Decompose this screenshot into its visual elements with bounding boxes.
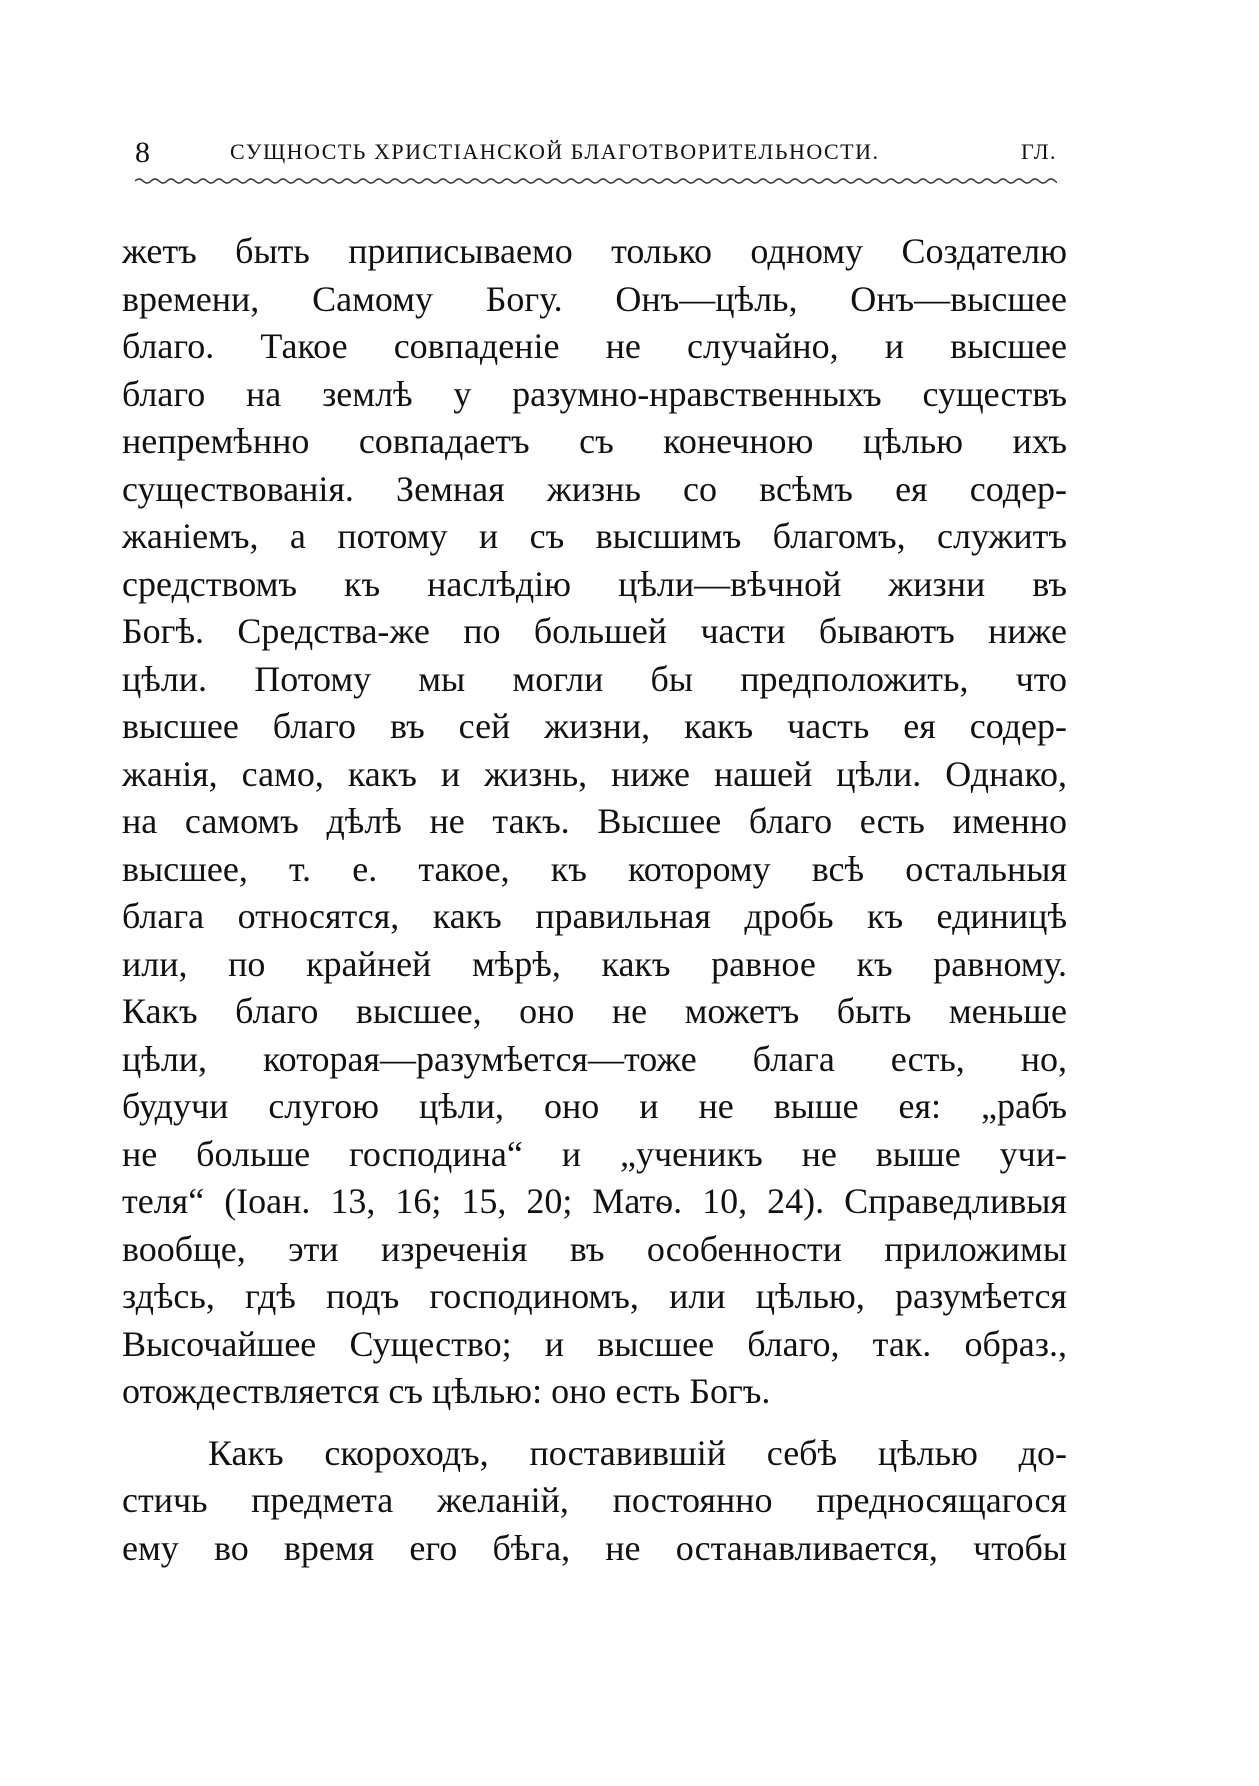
wavy-divider-rule	[135, 176, 1057, 186]
text-line: на самомъ дѣлѣ не такъ. Высшее благо есть именно	[122, 801, 1067, 841]
page-number: 8	[135, 136, 150, 169]
text-line: Богѣ. Средства-же по большей части бываютъ ниже	[122, 611, 1067, 651]
text-line: не больше господина“ и „ученикъ не выше учи-	[122, 1133, 1067, 1174]
text-line: жанія, само, какъ и жизнь, ниже нашей цѣли. Однако,	[122, 753, 1067, 794]
paragraph-2	[122, 1430, 1067, 1573]
text-line: Высочайшее Существо; и высшее благо, так. образ.,	[122, 1323, 1067, 1364]
text-line: цѣли. Потому мы могли бы предположить, что	[122, 658, 1067, 699]
paragraph-1	[122, 228, 1067, 1416]
text-line: ему во время его бѣга, не останавливается, чтобы	[122, 1527, 1067, 1568]
running-header	[135, 136, 1057, 176]
running-title: СУЩНОСТЬ ХРИСТІАНСКОЙ БЛАГОТВОРИТЕЛЬНОСТИ.	[230, 139, 880, 164]
text-line: времени, Самому Богу. Онъ—цѣль, Онъ—высшее	[122, 278, 1067, 319]
text-line: стичь предмета желаній, постоянно предносящагося	[122, 1480, 1067, 1520]
text-line: отождествляется съ цѣлью: оно есть Богъ.	[122, 1371, 771, 1411]
text-line: теля“ (Іоан. 13, 16; 15, 20; Матѳ. 10, 24). Справедливыя	[122, 1181, 1067, 1221]
text-line: жаніемъ, а потому и съ высшимъ благомъ, служитъ	[122, 516, 1067, 556]
text-line: существованія. Земная жизнь со всѣмъ ея содер-	[122, 468, 1067, 509]
text-line: благо. Такое совпаденіе не случайно, и высшее	[122, 326, 1067, 366]
text-line: благо на землѣ у разумно-нравственныхъ существъ	[122, 373, 1067, 414]
text-line: средствомъ къ наслѣдію цѣли—вѣчной жизни въ	[122, 563, 1067, 604]
text-line: здѣсь, гдѣ подъ господиномъ, или цѣлью, разумѣется	[122, 1276, 1067, 1316]
text-line: Какъ скороходъ, поставившій себѣ цѣлью до-	[208, 1432, 1067, 1473]
chapter-marker: ГЛ.	[1021, 139, 1057, 164]
text-line: или, по крайней мѣрѣ, какъ равное къ равному.	[122, 943, 1067, 984]
text-line: высшее благо въ сей жизни, какъ часть ея содер-	[122, 706, 1067, 746]
text-line: жетъ быть приписываемо только одному Создателю	[122, 231, 1067, 271]
text-line: будучи слугою цѣли, оно и не выше ея: „рабъ	[122, 1086, 1067, 1126]
text-line: блага относятся, какъ правильная дробь къ единицѣ	[122, 896, 1067, 936]
text-line: высшее, т. е. такое, къ которому всѣ остальныя	[122, 848, 1067, 889]
text-line: цѣли, которая—разумѣется—тоже блага есть, но,	[122, 1038, 1067, 1079]
text-line: Какъ благо высшее, оно не можетъ быть меньше	[122, 991, 1067, 1031]
paragraph-gap	[122, 1416, 1067, 1430]
text-line: непремѣнно совпадаетъ съ конечною цѣлью ихъ	[122, 421, 1067, 461]
text-line: вообще, эти изреченія въ особенности приложимы	[122, 1228, 1067, 1269]
body-text	[122, 228, 1067, 1572]
